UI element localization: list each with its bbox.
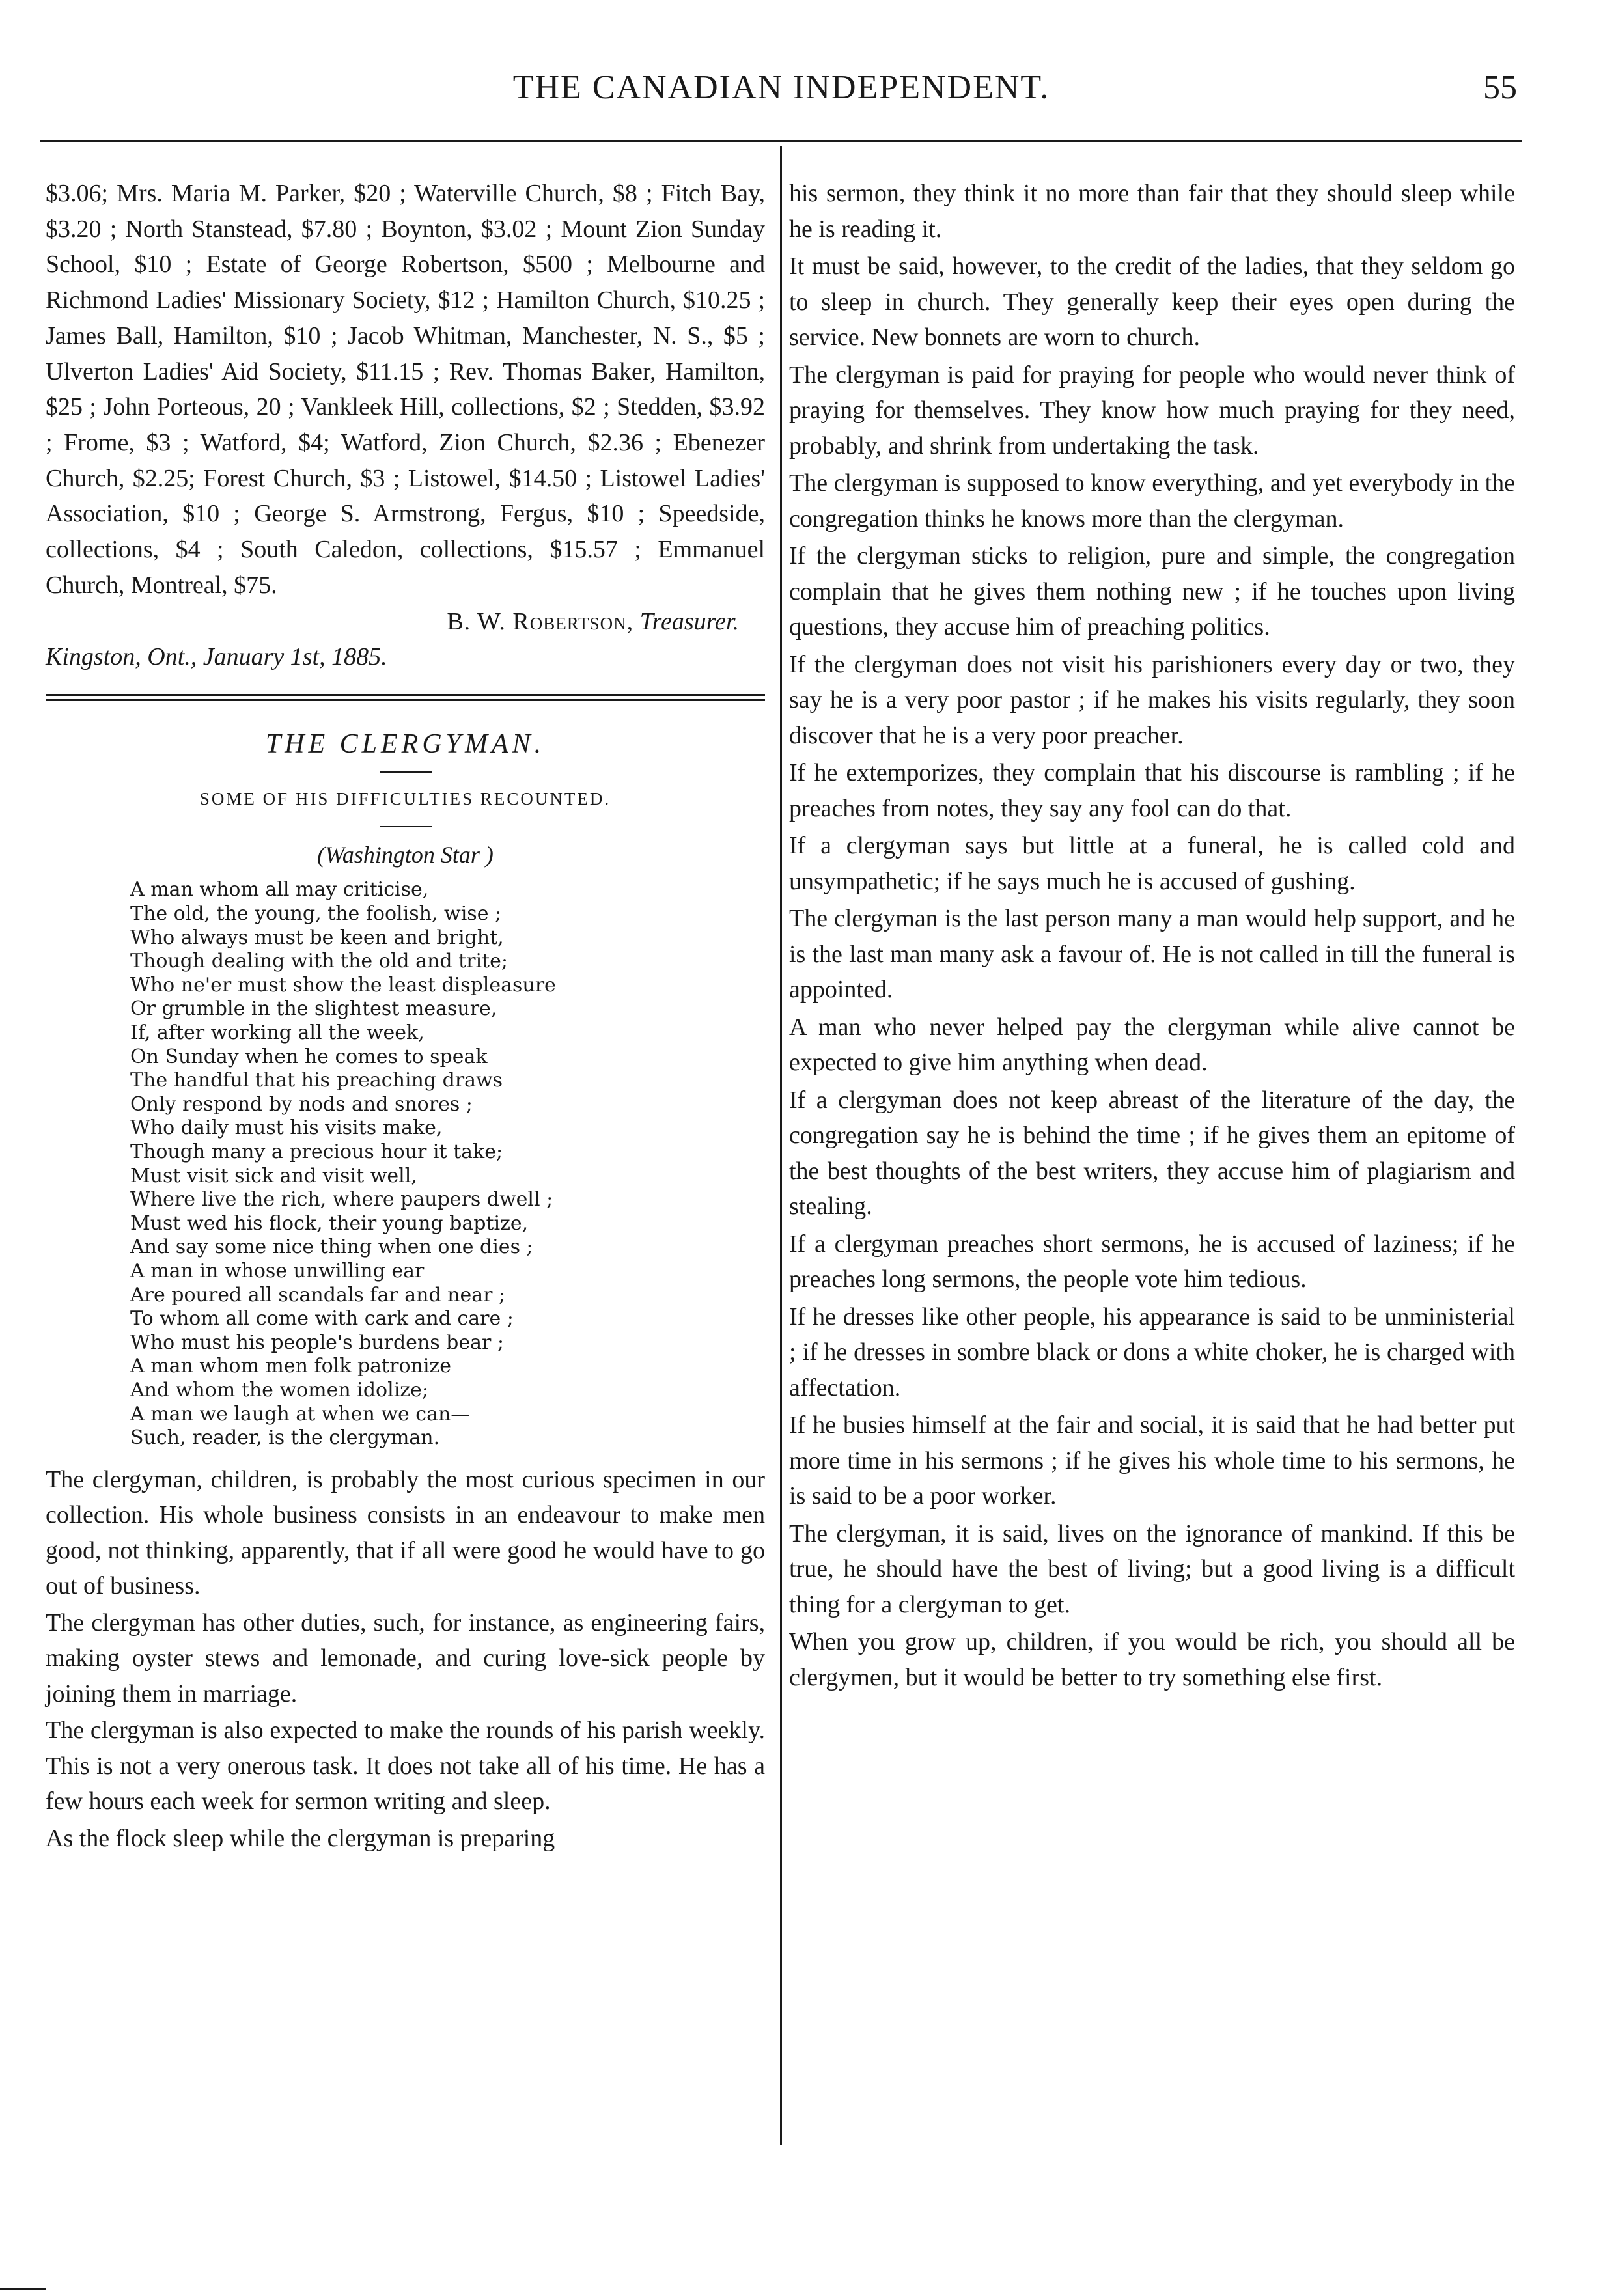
header-rule: [40, 140, 1522, 142]
paragraph: When you grow up, children, if you would be rich, you should all be clergymen, but it would be better to try something else first.: [789, 1628, 1515, 1691]
poem-line: On Sunday when he comes to speak: [130, 1045, 488, 1068]
column-divider: [780, 146, 782, 2145]
paragraph: The clergyman, children, is probably the most curious specimen in our collection. His whole business consists in an endeavour to make men good, not thinking, apparently, that if all were good he would have to go out of business.: [46, 1465, 765, 1600]
paragraph: If he extemporizes, they complain that his discourse is rambling ; if he preaches from notes, they say any fool can do that.: [789, 759, 1515, 822]
poem-line: Who ne'er must show the least displeasure: [130, 973, 556, 997]
poem-line: Where live the rich, where paupers dwell ;: [130, 1188, 553, 1211]
poem-line: The old, the young, the foolish, wise ;: [130, 902, 502, 926]
running-title: THE CANADIAN INDEPENDENT.: [512, 69, 1050, 106]
article-subtitle: SOME OF HIS DIFFICULTIES RECOUNTED.: [199, 789, 611, 809]
article-title: THE CLERGYMAN.: [265, 729, 546, 760]
article-source: (Washington Star ): [317, 842, 494, 868]
paragraph: It must be said, however, to the credit of the ladies, that they seldom go to sleep in church. They generally keep their eyes open during the service. New bonnets are worn to church.: [789, 253, 1515, 351]
contributions-list: $3.06; Mrs. Maria M. Parker, $20 ; Waterville Church, $8 ; Fitch Bay, $3.20 ; North Stanstead, $7.80 ; Boynton, $3.02 ; Mount Zion Sunday School, $10 ; Estate of George Robertson, $500 ; Melbourne and Richmond Ladies' Missionary Society, $12 ; Hamilton Church, $10.25 ; James Ball, Hamilton, $10 ; Jacob Whitman, Manchester, N. S., $5 ; Ulverton Ladies' Aid Society, $11.15 ; Rev. Thomas Baker, Hamilton, $25 ; John Porteous, 20 ; Vankleek Hill, collections, $2 ; Stedden, $3.92 ; Frome, $3 ; Watford, $4; Watford, Zion Church, $2.36 ; Ebenezer Church, $2.25; Forest Church, $3 ; Listowel, $14.50 ; Listowel Ladies' Association, $10 ; George S. Armstrong, Fergus, $10 ; Speedside, collections, $4 ; South Caledon, collections, $15.57 ; Emmanuel Church, Montreal, $75.: [46, 180, 765, 599]
paragraph: If the clergyman sticks to religion, pure and simple, the congregation complain that he gives them nothing new ; if he touches upon living questions, they accuse him of preaching politics.: [789, 542, 1515, 641]
poem-line: Who must his people's burdens bear ;: [130, 1331, 505, 1354]
poem-line: Only respond by nods and snores ;: [130, 1092, 473, 1116]
paragraph: If a clergyman says but little at a funeral, he is called cold and unsympathetic; if he says much he is accused of gushing.: [789, 832, 1515, 895]
paragraph: The clergyman is also expected to make the rounds of his parish weekly. This is not a very onerous task. It does not take all of his time. He has a few hours each week for sermon writing and sleep.: [46, 1717, 765, 1816]
poem-line: A man whom all may criticise,: [130, 878, 429, 902]
poem: [46, 878, 765, 1450]
signature-name: B. W. Robertson,: [447, 608, 634, 636]
poem-line: Are poured all scandals far and near ;: [130, 1283, 506, 1307]
right-column: [789, 176, 1515, 1695]
paragraph: If a clergyman preaches short sermons, he is accused of laziness; if he preaches long sermons, the people vote him tedious.: [789, 1230, 1515, 1293]
poem-line: A man in whose unwilling ear: [130, 1259, 425, 1282]
signature-title: Treasurer.: [639, 608, 739, 636]
poem-line: A man we laugh at when we can—: [130, 1402, 471, 1426]
poem-line: To whom all come with cark and care ;: [130, 1307, 514, 1331]
left-column: [46, 176, 765, 1856]
poem-line: Who always must be keen and bright,: [130, 926, 504, 949]
subtitle-rule: [380, 826, 432, 827]
paragraph: The clergyman has other duties, such, for instance, as engineering fairs, making oyster stews and lemonade, and curing love-sick people by joining them in marriage.: [46, 1609, 765, 1708]
paragraph: The clergyman is paid for praying for people who would never think of praying for themselves. They know how much praying for they need, probably, and shrink from undertaking the task.: [789, 361, 1515, 460]
paragraph: A man who never helped pay the clergyman while alive cannot be expected to give him anything when dead.: [789, 1013, 1515, 1076]
paragraph: If he busies himself at the fair and social, it is said that he had better put more time in his sermons ; if he gives his whole time to his sermons, he is said to be a poor worker.: [789, 1411, 1515, 1510]
page-number: 55: [1483, 69, 1517, 106]
left-body: [46, 1462, 765, 1857]
poem-line: The handful that his preaching draws: [130, 1069, 503, 1092]
poem-line: Such, reader, is the clergyman.: [130, 1426, 440, 1450]
poem-line: Must visit sick and visit well,: [130, 1164, 417, 1187]
footer-mark: [0, 2288, 46, 2290]
paragraph: The clergyman is supposed to know everything, and yet everybody in the congregation thinks he knows more than the clergyman.: [789, 469, 1515, 533]
poem-line: Must wed his flock, their young baptize,: [130, 1211, 529, 1235]
page-header: [46, 68, 1517, 120]
paragraph: If the clergyman does not visit his parishioners every day or two, they say he is a very poor pastor ; if he makes his visits regularly, they soon discover that he is a very poor preacher.: [789, 650, 1515, 749]
place-date: Kingston, Ont., January 1st, 1885.: [46, 643, 387, 671]
poem-line: A man whom men folk patronize: [130, 1355, 451, 1378]
poem-line: And say some nice thing when one dies ;: [130, 1236, 533, 1259]
paragraph: The clergyman is the last person many a man would help support, and he is the last man many ask a favour of. He is not called in till the funeral is appointed.: [789, 905, 1515, 1003]
paragraph: The clergyman, it is said, lives on the ignorance of mankind. If this be true, he should have the best of living; but a good living is a difficult thing for a clergyman to get.: [789, 1519, 1515, 1618]
paragraph: If he dresses like other people, his appearance is said to be unministerial ; if he dresses in sombre black or dons a white choker, he is charged with affectation.: [789, 1303, 1515, 1402]
poem-line: And whom the women idolize;: [130, 1378, 428, 1402]
poem-line: Who daily must his visits make,: [130, 1116, 443, 1140]
paragraph: If a clergyman does not keep abreast of the literature of the day, the congregation say he is behind the time ; if he gives them an epitome of the best thoughts of the best writers, they accuse him of plagiarism and stealing.: [789, 1086, 1515, 1220]
poem-line: Though dealing with the old and trite;: [130, 950, 508, 973]
poem-line: If, after working all the week,: [130, 1021, 425, 1044]
paragraph: his sermon, they think it no more than fair that they should sleep while he is reading it.: [789, 180, 1515, 243]
title-rule: [380, 771, 432, 773]
poem-line: Though many a precious hour it take;: [130, 1140, 503, 1163]
poem-line: Or grumble in the slightest measure,: [130, 997, 497, 1021]
section-divider: [46, 694, 765, 701]
paragraph: As the flock sleep while the clergyman is preparing: [46, 1824, 555, 1852]
treasurer-signature: [46, 604, 765, 639]
